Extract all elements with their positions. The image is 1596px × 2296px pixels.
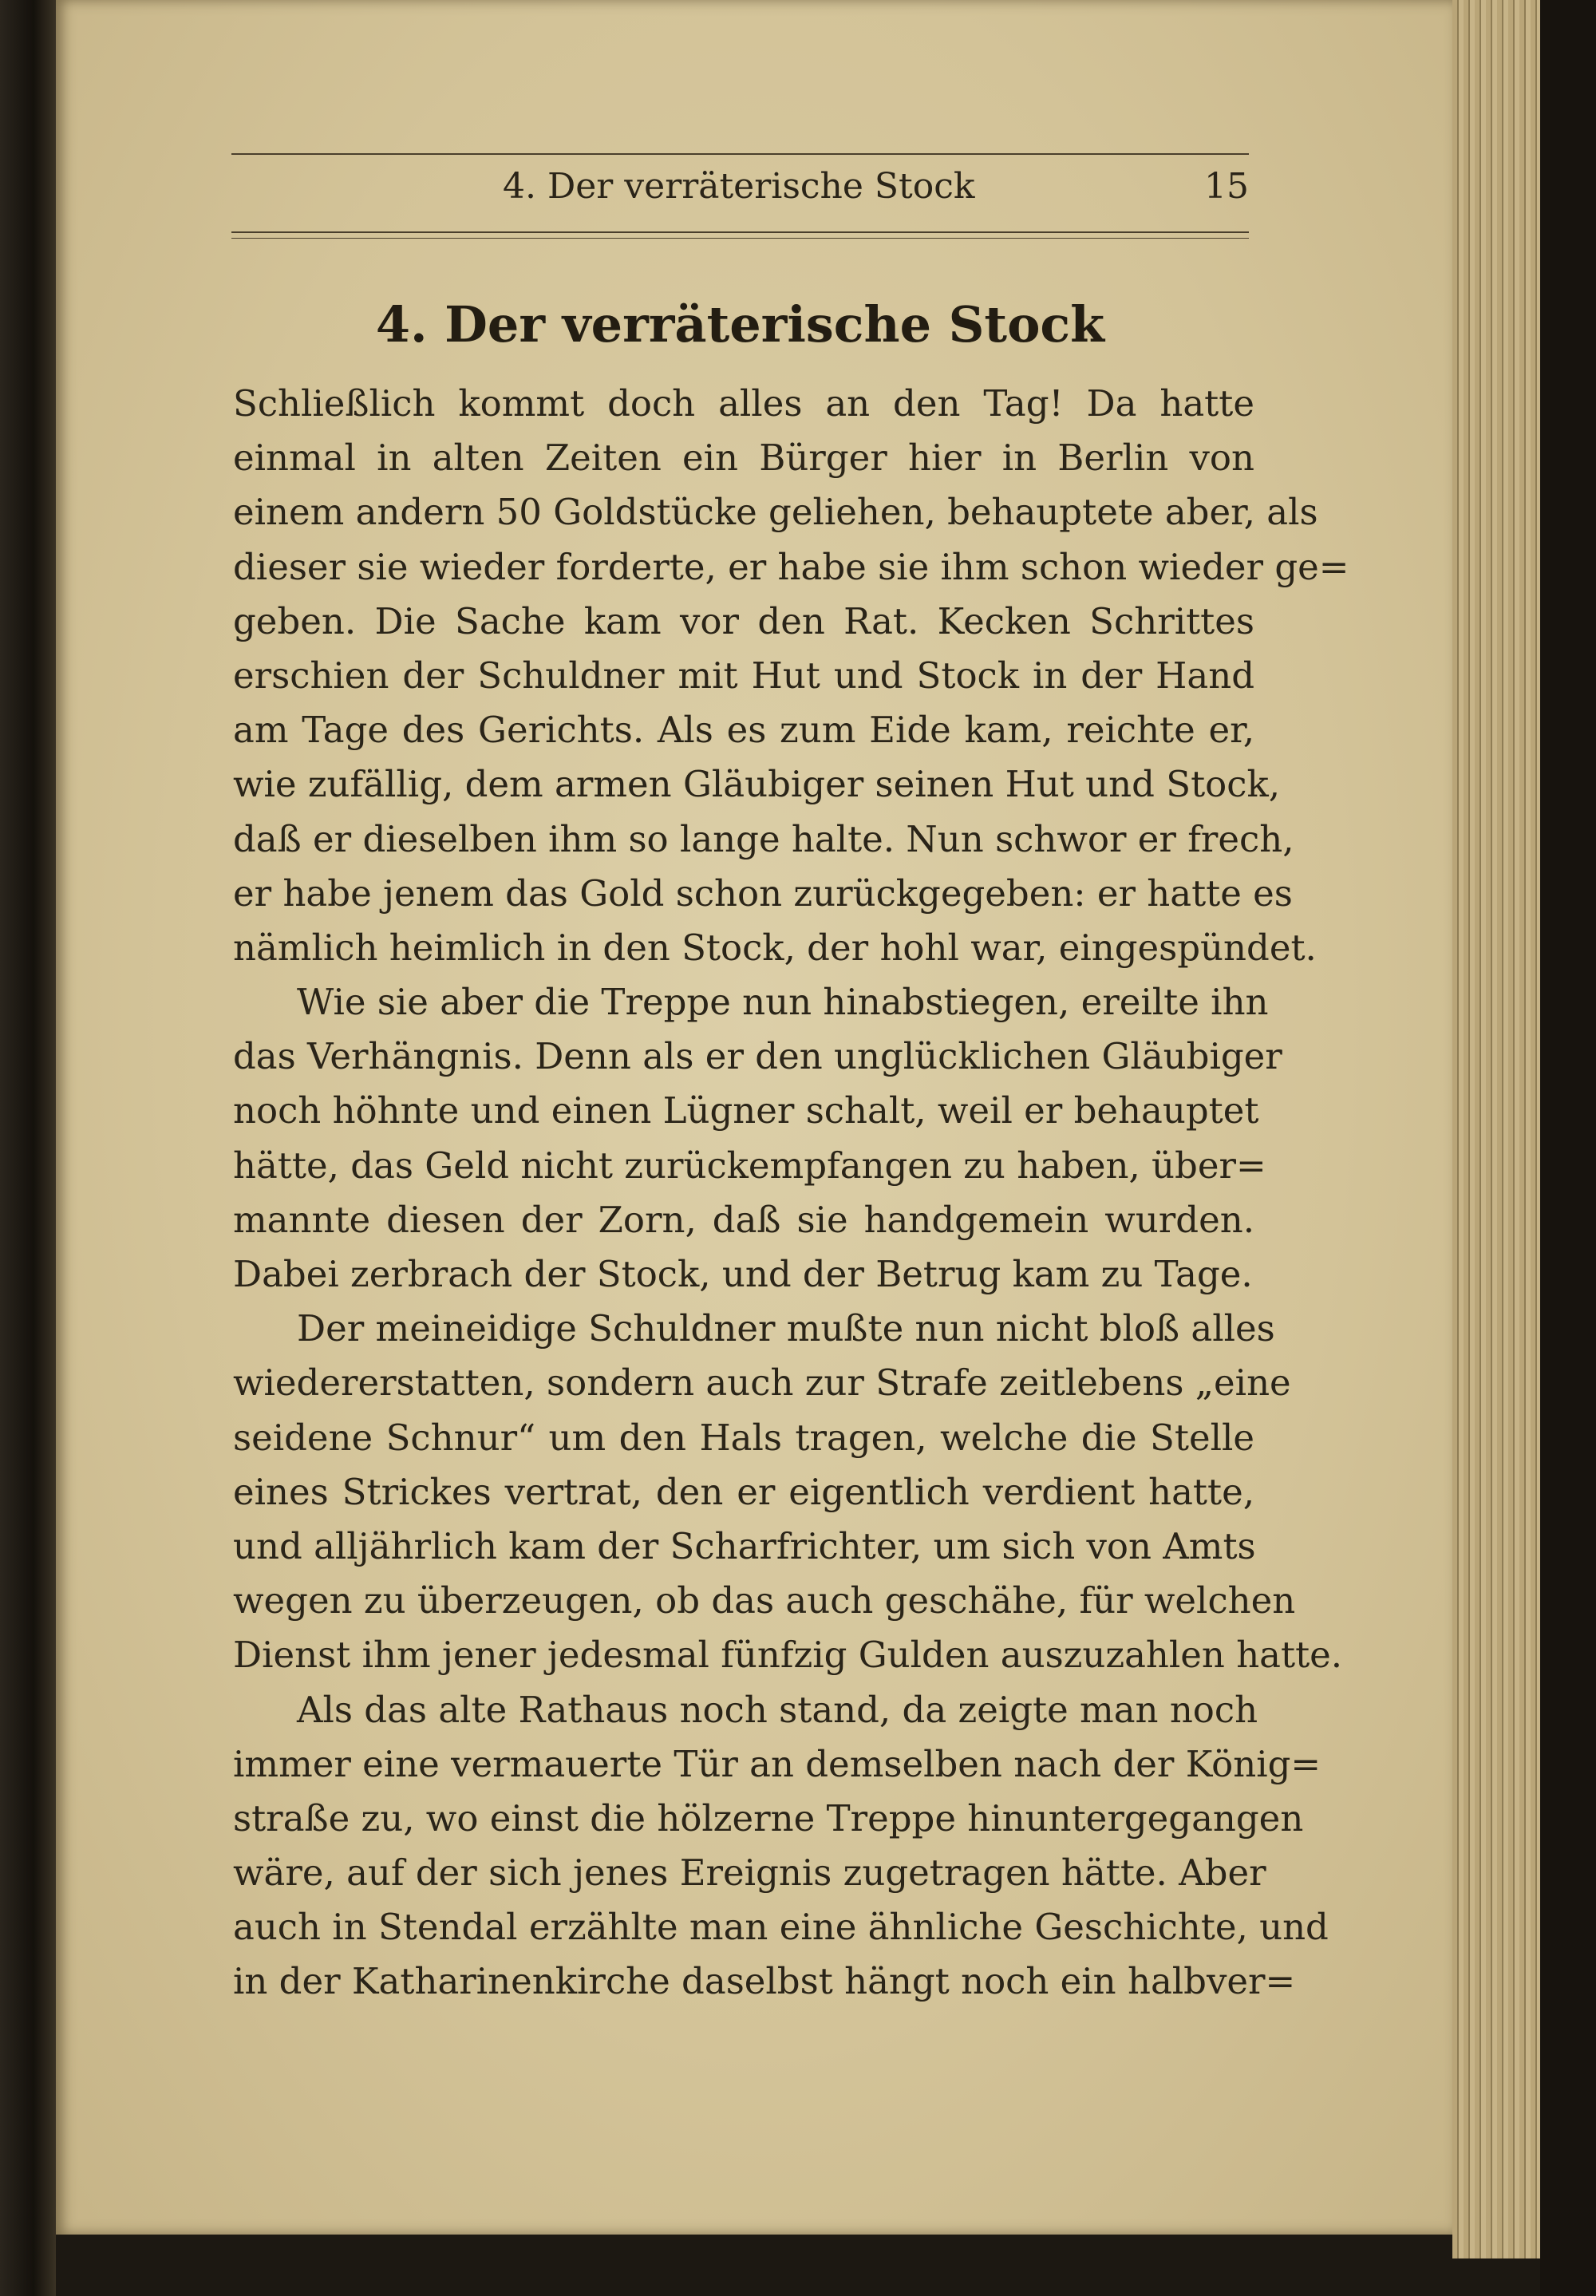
running-title: 4. Der verräterische Stock <box>503 166 975 207</box>
text-line: dieser sie wieder forderte, er habe sie ihm schon wieder ge= <box>233 545 1349 588</box>
text-line: Der meineidige Schuldner mußte nun nicht bloß alles <box>297 1307 1275 1350</box>
text-line: er habe jenem das Gold schon zurückgegeben: er hatte es <box>233 871 1293 915</box>
header-rule-top <box>231 153 1249 155</box>
header-rule-bottom-2 <box>231 238 1249 239</box>
text-line: erschien der Schuldner mit Hut und Stock in der Hand <box>233 654 1254 697</box>
chapter-title: 4. Der verräterische Stock <box>375 295 1105 354</box>
text-line: mannte diesen der Zorn, daß sie handgemein wurden. <box>233 1198 1254 1241</box>
text-line: und alljährlich kam der Scharfrichter, um sich von Amts <box>233 1524 1256 1567</box>
text-line: das Verhängnis. Denn als er den unglücklichen Gläubiger <box>233 1035 1282 1078</box>
text-line: seidene Schnur“ um den Hals tragen, welche die Stelle <box>233 1416 1254 1459</box>
text-line: wie zufällig, dem armen Gläubiger seinen Hut und Stock, <box>233 763 1281 806</box>
text-line: am Tage des Gerichts. Als es zum Eide kam, reichte er, <box>233 709 1254 752</box>
text-line: geben. Die Sache kam vor den Rat. Kecken Schrittes <box>233 599 1254 642</box>
text-line: auch in Stendal erzählte man eine ähnliche Geschichte, und <box>233 1906 1329 1949</box>
text-line: einem andern 50 Goldstücke geliehen, behauptete aber, als <box>233 491 1318 534</box>
text-line: wegen zu überzeugen, ob das auch geschähe, für welchen <box>233 1579 1296 1622</box>
running-header <box>231 166 1249 214</box>
body-text <box>233 377 1349 2009</box>
text-line: noch höhnte und einen Lügner schalt, weil er behauptet <box>233 1089 1259 1132</box>
text-line: nämlich heimlich in den Stock, der hohl war, eingespündet. <box>233 926 1317 969</box>
header-rule-bottom <box>231 231 1249 233</box>
text-line: Wie sie aber die Treppe nun hinabstiegen, ereilte ihn <box>297 981 1269 1024</box>
text-line: Als das alte Rathaus noch stand, da zeigte man noch <box>297 1688 1258 1731</box>
text-line: daß er dieselben ihm so lange halte. Nun schwor er frech, <box>233 817 1294 860</box>
page-number: 15 <box>1204 166 1249 207</box>
text-line: immer eine vermauerte Tür an demselben nach der König= <box>233 1742 1321 1785</box>
page-edges <box>1452 0 1540 2258</box>
text-line: eines Strickes vertrat, den er eigentlich verdient hatte, <box>233 1470 1254 1513</box>
book-cover-right <box>1540 0 1596 2296</box>
text-line: straße zu, wo einst die hölzerne Treppe hinuntergegangen <box>233 1796 1304 1840</box>
text-line: Dienst ihm jener jedesmal fünfzig Gulden auszuzahlen hatte. <box>233 1634 1343 1677</box>
text-line: hätte, das Geld nicht zurückempfangen zu haben, über= <box>233 1144 1266 1187</box>
book-binding-left <box>0 0 56 2296</box>
text-line: Dabei zerbrach der Stock, und der Betrug kam zu Tage. <box>233 1253 1253 1295</box>
text-line: einmal in alten Zeiten ein Bürger hier in Berlin von <box>233 437 1254 480</box>
text-line: wäre, auf der sich jenes Ereignis zugetragen hätte. Aber <box>233 1851 1266 1895</box>
text-line: Schließlich kommt doch alles an den Tag! Da hatte <box>233 382 1254 425</box>
text-line: wiedererstatten, sondern auch zur Strafe zeitlebens „eine <box>233 1361 1291 1405</box>
text-line: in der Katharinenkirche daselbst hängt noch ein halbver= <box>233 1960 1296 2003</box>
